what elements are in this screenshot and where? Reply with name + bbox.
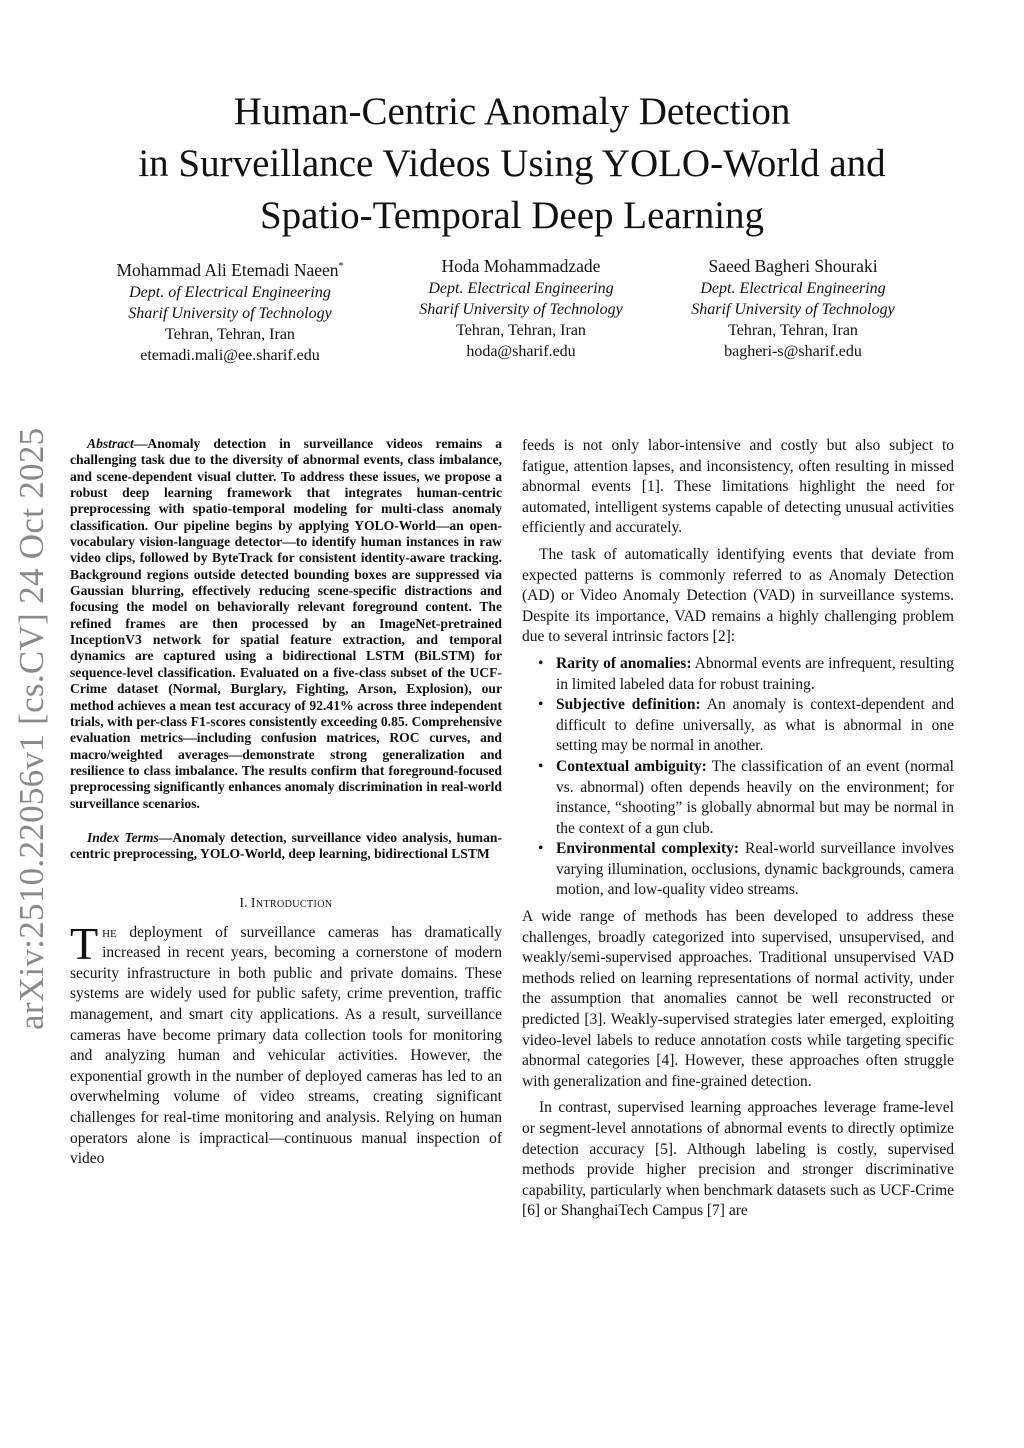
intro-paragraph-2: The task of automatically identifying events that deviate from expected patterns is commonly referred to as Anomaly Detection (AD) or Video Anomaly Detection (VAD) in surveillance systems. Despite its importance, VAD remains a highly challenging problem due to several intrinsic factors [2]: bbox=[522, 545, 954, 646]
intro-paragraph-4: In contrast, supervised learning approaches leverage frame-level or segment-level annotations of abnormal events to directly optimize detection accuracy [5]. Although labeling is costly, supervised methods provide higher precision and stronger discriminative capability, particularly when benchmark datasets such as UCF-Crime [6] or ShanghaiTech Campus [7] are bbox=[522, 1099, 954, 1220]
section-number: I. bbox=[239, 894, 248, 910]
intro-paragraph-3: A wide range of methods has been developed to address these challenges, broadly categorized into supervised, unsupervised, and weakly/semi-supervised approaches. Traditional unsupervised VAD methods relied on learning representations of normal activity, under the assumption that anomalies cannot be well reconstructed or predicted [3]. Weakly-supervised strategies later emerged, exploiting video-level labels to reduce annotation costs while targeting specific abnormal categories [4]. However, these approaches often struggle with generalization and fine-grained detection. bbox=[522, 908, 954, 1090]
author-name: Saeed Bagheri Shouraki bbox=[708, 256, 878, 276]
author-email: bagheri-s@sharif.edu bbox=[724, 343, 862, 360]
bullet-icon: • bbox=[538, 654, 544, 672]
author-location: Tehran, Tehran, Iran bbox=[165, 325, 295, 343]
title-line-3: Spatio-Temporal Deep Learning bbox=[259, 194, 765, 237]
author-location: Tehran, Tehran, Iran bbox=[456, 322, 586, 339]
drop-cap: T bbox=[70, 917, 99, 969]
author-dept: Dept. Electrical Engineering bbox=[428, 280, 614, 297]
intro-paragraph-1-text: deployment of surveillance cameras has dramatically increased in recent years, becoming a cornerstone of modern security infrastructure in both public and private domains. These systems are widely used for public safety, crime prevention, traffic management, and smart city applications. As a result, surveillance cameras have become primary data collection tools for monitoring and analyzing human and vehicular activities. However, the exponential growth in the number of deployed cameras has led to an overwhelming volume of video streams, creating significant challenges for real-time monitoring and analysis. Relying on human operators alone is impractical—continuous manual inspection of video bbox=[70, 923, 502, 1168]
index-terms-text: —Anomaly detection, surveillance video analysis, human-centric preprocessing, YOLO-World, deep learning, bidirectional LSTM bbox=[70, 829, 502, 862]
title-line-2: in Surveillance Videos Using YOLO-World and bbox=[138, 142, 886, 185]
list-item bbox=[522, 695, 954, 757]
challenge-term: Subjective definition: bbox=[556, 696, 701, 714]
intro-paragraph-1 bbox=[70, 917, 502, 1170]
section-title: Introduction bbox=[250, 894, 333, 910]
author-block-1 bbox=[80, 256, 380, 366]
challenge-term: Contextual ambiguity: bbox=[556, 757, 707, 775]
list-item bbox=[522, 839, 954, 901]
challenge-term: Environmental complexity: bbox=[556, 840, 740, 858]
challenge-text: Real-world surveillance involves varying illumination, occlusions, dynamic backgrounds, camera motion, and low-quality video streams. bbox=[556, 840, 955, 899]
right-column bbox=[522, 436, 954, 1222]
list-item bbox=[522, 757, 954, 839]
intro-paragraph-1-continued: feeds is not only labor-intensive and costly but also subject to fatigue, attention lapses, and inconsistency, often resulting in missed abnormal events [1]. These limitations highlight the need for automated, intelligent systems capable of detecting unusual activities efficiently and accurately. bbox=[522, 437, 954, 537]
author-dept: Dept. Electrical Engineering bbox=[700, 280, 886, 297]
bullet-icon: • bbox=[538, 840, 544, 858]
author-name: Hoda Mohammadzade bbox=[441, 256, 601, 276]
author-university: Sharif University of Technology bbox=[128, 304, 332, 322]
abstract-label: Abstract bbox=[87, 436, 134, 451]
author-location: Tehran, Tehran, Iran bbox=[728, 322, 858, 339]
title-line-1: Human-Centric Anomaly Detection bbox=[233, 90, 791, 133]
author-block-2 bbox=[371, 256, 671, 362]
challenge-text: Abnormal events are infrequent, resulting in limited labeled data for robust training. bbox=[556, 654, 955, 693]
challenge-list bbox=[522, 654, 954, 901]
author-email: hoda@sharif.edu bbox=[466, 343, 576, 360]
author-name: Mohammad Ali Etemadi Naeen* bbox=[116, 259, 344, 280]
bullet-icon: • bbox=[538, 757, 544, 775]
index-terms bbox=[70, 830, 502, 863]
author-block-3 bbox=[643, 256, 943, 362]
challenge-text: The classification of an event (normal vs. abnormal) often depends heavily on the environment; for instance, “shooting” is globally abnormal but may be normal in the context of a gun club. bbox=[556, 757, 954, 837]
bullet-icon: • bbox=[538, 696, 544, 714]
challenge-term: Rarity of anomalies: bbox=[556, 654, 692, 672]
corresponding-author-mark: * bbox=[338, 261, 344, 272]
paper-title bbox=[70, 86, 954, 242]
arxiv-identifier-stamp: arXiv:2510.22056v1 [cs.CV] 24 Oct 2025 bbox=[12, 427, 51, 1030]
author-university: Sharif University of Technology bbox=[419, 301, 623, 318]
abstract bbox=[70, 436, 502, 812]
left-column bbox=[70, 436, 502, 1170]
index-terms-label: Index Terms bbox=[87, 829, 159, 845]
lead-small-caps: he bbox=[102, 923, 117, 941]
author-dept: Dept. of Electrical Engineering bbox=[129, 283, 331, 301]
list-item bbox=[522, 654, 954, 695]
section-heading-introduction bbox=[70, 895, 502, 911]
abstract-text: —Anomaly detection in surveillance videos remains a challenging task due to the diversity of abnormal events, class imbalance, and scene-dependent visual clutter. To address these issues, we propose a robust deep learning framework that integrates human-centric preprocessing with spatio-temporal modeling for multi-class anomaly classification. Our pipeline begins by applying YOLO-World—an open-vocabulary vision-language detector—to identify human instances in raw video clips, followed by ByteTrack for consistent identity-aware tracking. Background regions outside detected bounding boxes are suppressed via Gaussian blurring, effectively reducing scene-specific distractions and focusing the model on behaviorally relevant foreground content. The refined frames are then processed by an ImageNet-pretrained InceptionV3 network for spatial feature extraction, and temporal dynamics are captured using a bidirectional LSTM (BiLSTM) for sequence-level classification. Evaluated on a five-class subset of the UCF-Crime dataset (Normal, Burglary, Fighting, Arson, Explosion), our method achieves a mean test accuracy of 92.41% across three independent trials, with per-class F1-scores consistently exceeding 0.85. Comprehensive evaluation metrics—including confusion matrices, ROC curves, and macro/weighted averages—demonstrate strong generalization and resilience to class imbalance. The results confirm that foreground-focused preprocessing significantly enhances anomaly discrimination in real-world surveillance scenarios. bbox=[70, 436, 502, 811]
author-email: etemadi.mali@ee.sharif.edu bbox=[140, 346, 320, 364]
challenge-text: An anomaly is context-dependent and difficult to define universally, as what is abnormal in one setting may be normal in another. bbox=[556, 696, 954, 755]
author-university: Sharif University of Technology bbox=[691, 301, 895, 318]
